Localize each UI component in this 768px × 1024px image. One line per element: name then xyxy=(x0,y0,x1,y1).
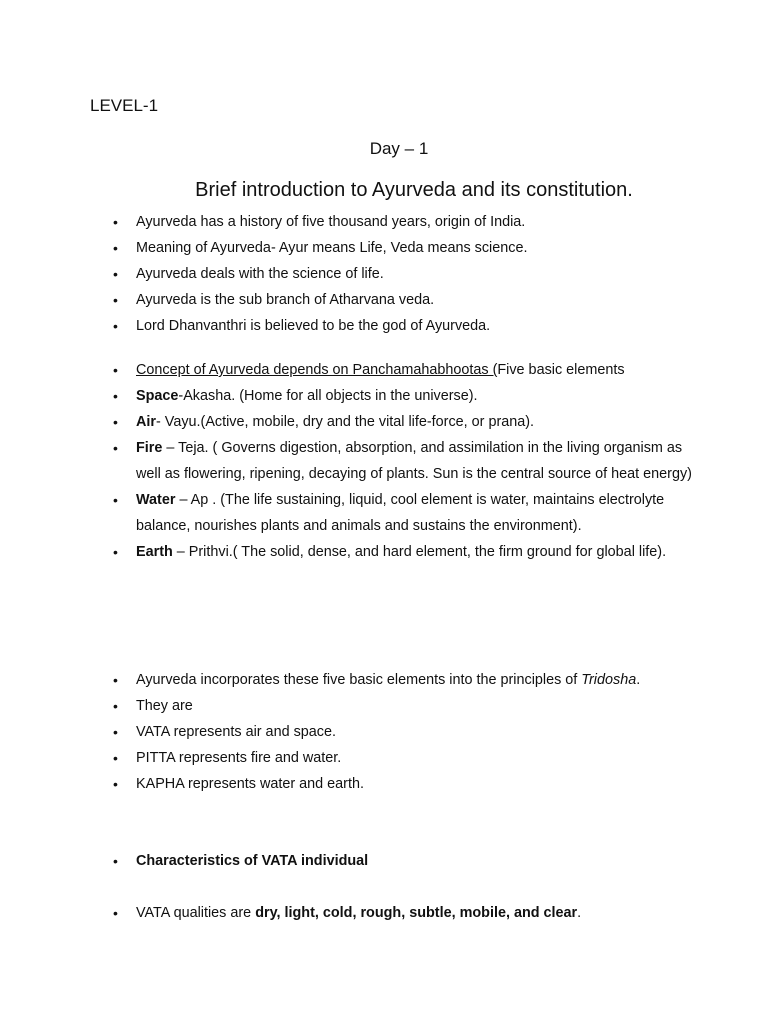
concept-rest: Five basic elements xyxy=(497,362,625,378)
element-name: Space xyxy=(136,388,179,404)
element-text: – Teja. ( Governs digestion, absorption, and assimilation in the living organism as well as flowering, ripening, decaying of plants. Sun is the central source of heat energy) xyxy=(136,440,692,482)
vata-bold-qualities: dry, light, cold, rough, subtle, mobile, and clear xyxy=(255,905,578,921)
elements-list xyxy=(112,357,692,565)
element-name: Fire xyxy=(136,440,163,456)
page-title: Brief introduction to Ayurveda and its constitution. xyxy=(195,179,633,201)
level-label: LEVEL-1 xyxy=(90,96,159,115)
tridosha-intro-text: Ayurveda incorporates these five basic elements into the principles of xyxy=(136,672,582,688)
list-item: • KAPHA represents water and earth. xyxy=(112,771,692,797)
element-text: – Ap . (The life sustaining, liquid, cool element is water, maintains electrolyte balance, nourishes plants and animals and sustains the environment). xyxy=(136,492,665,534)
vata-suffix: . xyxy=(577,905,582,921)
list-item: • Lord Dhanvanthri is believed to be the god of Ayurveda. xyxy=(112,313,692,339)
vata-prefix: VATA qualities are xyxy=(136,905,256,921)
list-item: • Ayurveda is the sub branch of Atharvana veda. xyxy=(112,287,692,313)
day-label: Day – 1 xyxy=(369,139,429,158)
list-item: • VATA represents air and space. xyxy=(112,719,692,745)
concept-item xyxy=(112,357,692,383)
list-item: • Meaning of Ayurveda- Ayur means Life, Veda means science. xyxy=(112,235,692,261)
section-heading xyxy=(112,848,692,874)
tridosha-intro-end: . xyxy=(636,672,641,688)
element-text: – Prithvi.( The solid, dense, and hard element, the firm ground for global life). xyxy=(172,544,667,560)
element-text: - Vayu.(Active, mobile, dry and the vital life-force, or prana). xyxy=(156,414,535,430)
vata-qualities-item xyxy=(112,900,692,926)
vata-heading-list xyxy=(112,848,692,874)
list-item: • They are xyxy=(112,693,692,719)
element-item-air xyxy=(112,409,692,435)
element-item-space xyxy=(112,383,692,409)
vata-qualities-list xyxy=(112,900,692,926)
element-name: Earth xyxy=(136,544,173,560)
tridosha-term: Tridosha xyxy=(581,672,637,688)
tridosha-intro xyxy=(112,667,692,693)
vata-heading: Characteristics of VATA individual xyxy=(136,853,369,869)
list-item: • Ayurveda deals with the science of life. xyxy=(112,261,692,287)
tridosha-list xyxy=(112,667,692,797)
element-item-earth xyxy=(112,539,692,565)
element-name: Air xyxy=(136,414,156,430)
element-item-water xyxy=(112,487,692,539)
element-text: -Akasha. (Home for all objects in the universe). xyxy=(178,388,478,404)
concept-underlined: Concept of Ayurveda depends on Panchamahabhootas ( xyxy=(136,362,498,378)
list-item: • Ayurveda has a history of five thousand years, origin of India. xyxy=(112,209,692,235)
list-item: • PITTA represents fire and water. xyxy=(112,745,692,771)
element-item-fire xyxy=(112,435,692,487)
intro-list xyxy=(112,209,692,339)
element-name: Water xyxy=(136,492,176,508)
